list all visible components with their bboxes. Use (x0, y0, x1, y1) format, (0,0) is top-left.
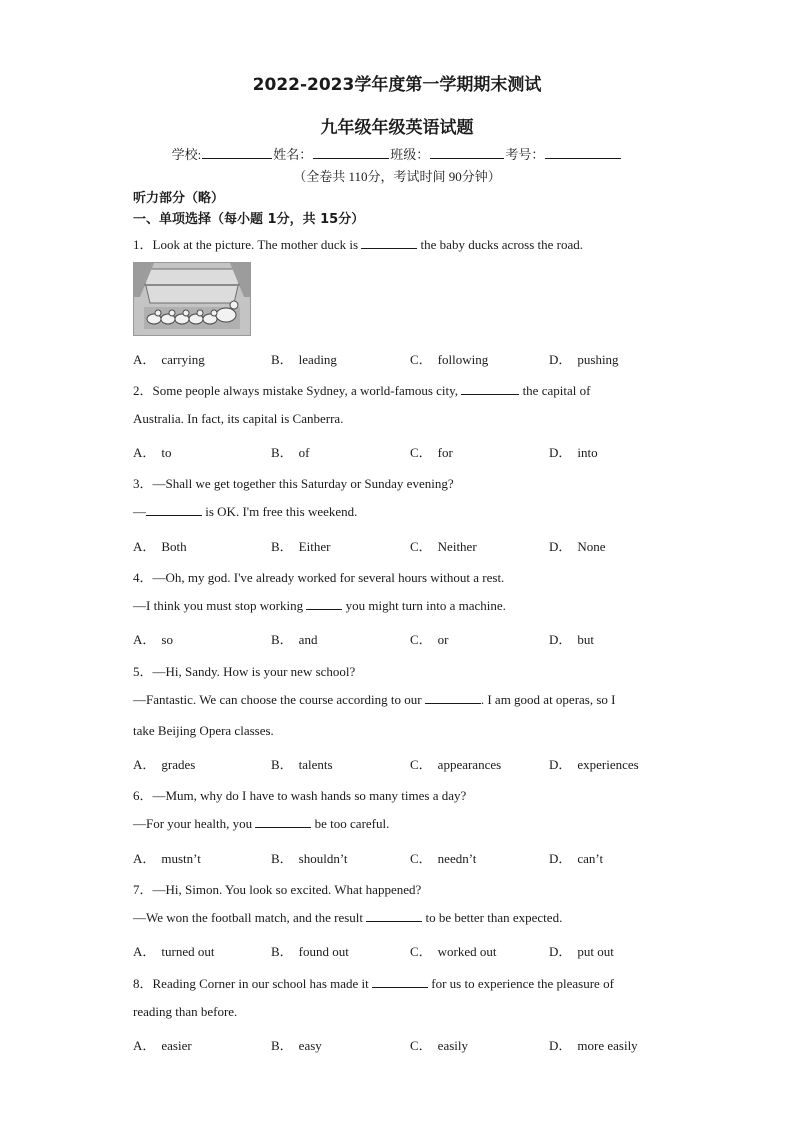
option-text: None (577, 539, 606, 554)
stem-text: the capital of (519, 383, 591, 398)
option-text: Neither (437, 539, 477, 554)
option-text: of (298, 445, 310, 460)
question-8-options (133, 1035, 733, 1053)
option-letter: A． (133, 851, 156, 866)
question-1-options (133, 349, 733, 367)
option-letter: C． (410, 352, 432, 367)
option-letter: D． (549, 539, 572, 554)
option-letter: B． (271, 352, 293, 367)
exam-note: （全卷共 110分，考试时间 90分钟） (293, 169, 501, 184)
option-b[interactable] (271, 1035, 322, 1054)
option-letter: B． (271, 445, 293, 460)
option-a[interactable] (133, 442, 172, 461)
option-d[interactable] (549, 754, 639, 773)
option-b[interactable] (271, 349, 337, 368)
option-b[interactable] (271, 629, 317, 648)
option-text: appearances (437, 757, 502, 772)
option-text: leading (298, 352, 337, 367)
option-c[interactable] (410, 349, 488, 368)
option-text: pushing (577, 352, 619, 367)
option-letter: C． (410, 445, 432, 460)
option-letter: D． (549, 445, 572, 460)
stem-text: you might turn into a machine. (342, 598, 506, 613)
name-label: 姓名： (273, 147, 313, 162)
exam-no-label: 考号： (505, 147, 545, 162)
option-text: easier (161, 1038, 192, 1053)
question-5-stem-line-1 (133, 661, 355, 680)
option-letter: C． (410, 944, 432, 959)
option-letter: D． (549, 1038, 572, 1053)
stem-text: 7．—Hi, Simon. You look so excited. What happened? (133, 882, 422, 897)
option-a[interactable] (133, 848, 201, 867)
question-1-stem-line-1 (133, 234, 583, 253)
stem-text: —For your health, you (133, 816, 256, 831)
stem-text: —We won the football match, and the result (133, 910, 367, 925)
option-c[interactable] (410, 848, 476, 867)
school-blank[interactable] (202, 146, 272, 159)
answer-blank[interactable] (366, 910, 422, 922)
option-letter: B． (271, 851, 293, 866)
option-d[interactable] (549, 442, 598, 461)
question-6-stem-line-2 (133, 816, 389, 832)
option-text: into (577, 445, 598, 460)
option-b[interactable] (271, 754, 333, 773)
option-d[interactable] (549, 349, 619, 368)
option-d[interactable] (549, 629, 594, 648)
question-3-stem-line-1 (133, 473, 454, 492)
question-2-stem-line-1 (133, 380, 590, 399)
section-listening: 听力部分（略） (133, 191, 225, 206)
option-letter: D． (549, 851, 572, 866)
option-text: easy (298, 1038, 322, 1053)
option-letter: D． (549, 757, 572, 772)
question-7-stem-line-2 (133, 910, 562, 926)
option-letter: A． (133, 352, 156, 367)
option-text: so (161, 632, 173, 647)
option-text: Both (161, 539, 187, 554)
option-text: and (298, 632, 318, 647)
option-a[interactable] (133, 941, 214, 960)
option-letter: D． (549, 944, 572, 959)
stem-text: 1．Look at the picture. The mother duck is (133, 237, 362, 252)
stem-text: Australia. In fact, its capital is Canberra. (133, 411, 344, 426)
duck-crossing-illustration (134, 263, 250, 335)
option-text: can’t (577, 851, 604, 866)
question-4-stem-line-1 (133, 567, 504, 586)
option-b[interactable] (271, 848, 348, 867)
stem-text: 6．—Mum, why do I have to wash hands so many times a day? (133, 788, 467, 803)
option-d[interactable] (549, 536, 606, 555)
stem-text: 3．—Shall we get together this Saturday or Sunday evening? (133, 476, 454, 491)
option-text: shouldn’t (298, 851, 348, 866)
answer-blank[interactable] (306, 598, 342, 610)
option-text: grades (161, 757, 196, 772)
option-text: for (437, 445, 453, 460)
question-7-options (133, 941, 733, 959)
answer-blank[interactable] (255, 816, 311, 828)
option-text: talents (298, 757, 333, 772)
question-8-stem-line-2 (133, 1004, 237, 1020)
option-letter: A． (133, 944, 156, 959)
stem-text: is OK. I'm free this weekend. (202, 504, 358, 519)
stem-text: be too careful. (311, 816, 390, 831)
option-text: mustn’t (161, 851, 201, 866)
option-letter: A． (133, 757, 156, 772)
option-letter: B． (271, 1038, 293, 1053)
school-label: 学校: (171, 147, 202, 162)
option-b[interactable] (271, 442, 310, 461)
question-7-stem-line-1 (133, 879, 421, 898)
option-letter: B． (271, 757, 293, 772)
option-c[interactable] (410, 754, 501, 773)
option-letter: C． (410, 1038, 432, 1053)
option-letter: C． (410, 851, 432, 866)
answer-blank[interactable] (372, 976, 428, 988)
option-d[interactable] (549, 848, 603, 867)
option-a[interactable] (133, 754, 195, 773)
option-text: to (161, 445, 172, 460)
option-letter: A． (133, 445, 156, 460)
option-b[interactable] (271, 536, 330, 555)
option-letter: B． (271, 944, 293, 959)
stem-text: 5．—Hi, Sandy. How is your new school? (133, 664, 356, 679)
question-8-stem-line-1 (133, 973, 614, 992)
option-letter: C． (410, 757, 432, 772)
section-single-choice: 一、单项选择（每小题 1分，共 15分） (133, 212, 365, 227)
option-text: but (577, 632, 595, 647)
option-text: Either (298, 539, 331, 554)
option-c[interactable] (410, 941, 497, 960)
option-letter: C． (410, 632, 432, 647)
option-letter: A． (133, 539, 156, 554)
question-4-stem-line-2 (133, 598, 506, 614)
stem-text: the baby ducks across the road. (417, 237, 583, 252)
option-d[interactable] (549, 941, 614, 960)
question-2-stem-line-2 (133, 411, 343, 427)
option-letter: B． (271, 632, 293, 647)
option-c[interactable] (410, 536, 477, 555)
answer-blank[interactable] (461, 383, 519, 395)
class-label: 班级： (390, 147, 430, 162)
stem-text: —Fantastic. We can choose the course according to our (133, 692, 425, 707)
option-text: worked out (437, 944, 497, 959)
name-blank[interactable] (313, 146, 389, 159)
stem-text: 2．Some people always mistake Sydney, a world-famous city, (133, 383, 462, 398)
option-letter: D． (549, 352, 572, 367)
option-c[interactable] (410, 442, 453, 461)
exam-subtitle: 九年级年级英语试题 (320, 118, 474, 138)
option-text: more easily (577, 1038, 638, 1053)
stem-text: 4．—Oh, my god. I've already worked for several hours without a rest. (133, 570, 505, 585)
option-text: or (437, 632, 449, 647)
question-2-options (133, 442, 733, 460)
option-c[interactable] (410, 629, 449, 648)
option-letter: A． (133, 1038, 156, 1053)
question-5-options (133, 754, 733, 772)
stem-text: —I think you must stop working (133, 598, 307, 613)
option-letter: D． (549, 632, 572, 647)
student-info-line (0, 144, 794, 163)
stem-text: for us to experience the pleasure of (428, 976, 614, 991)
stem-text: reading than before. (133, 1004, 238, 1019)
option-letter: C． (410, 539, 432, 554)
ducks-crossing-road-picture (133, 262, 251, 336)
option-letter: B． (271, 539, 293, 554)
answer-blank[interactable] (361, 237, 417, 249)
option-text: carrying (161, 352, 205, 367)
question-6-stem-line-1 (133, 785, 466, 804)
stem-text: 8．Reading Corner in our school has made it (133, 976, 373, 991)
option-text: experiences (577, 757, 639, 772)
exam-title: 2022-2023学年度第一学期期末测试 (252, 75, 542, 95)
option-b[interactable] (271, 941, 349, 960)
option-text: needn’t (437, 851, 477, 866)
option-a[interactable] (133, 629, 173, 648)
question-3-stem-line-2 (133, 504, 357, 520)
stem-text: take Beijing Opera classes. (133, 723, 274, 738)
class-blank[interactable] (430, 146, 504, 159)
option-text: found out (298, 944, 349, 959)
option-c[interactable] (410, 1035, 468, 1054)
option-text: easily (437, 1038, 468, 1053)
question-5-stem-line-2 (133, 692, 616, 708)
stem-text: to be better than expected. (422, 910, 563, 925)
answer-blank[interactable] (146, 504, 202, 516)
option-text: turned out (161, 944, 215, 959)
question-4-options (133, 629, 733, 647)
option-d[interactable] (549, 1035, 638, 1054)
answer-blank[interactable] (425, 692, 481, 704)
stem-text: — (133, 504, 146, 519)
question-3-options (133, 536, 733, 554)
option-letter: A． (133, 632, 156, 647)
question-6-options (133, 848, 733, 866)
option-text: put out (577, 944, 614, 959)
option-a[interactable] (133, 1035, 192, 1054)
option-a[interactable] (133, 349, 205, 368)
exam-no-blank[interactable] (545, 146, 621, 159)
question-5-stem-line-3 (133, 723, 274, 739)
option-text: following (437, 352, 489, 367)
stem-text: . I am good at operas, so I (480, 692, 616, 707)
option-a[interactable] (133, 536, 187, 555)
